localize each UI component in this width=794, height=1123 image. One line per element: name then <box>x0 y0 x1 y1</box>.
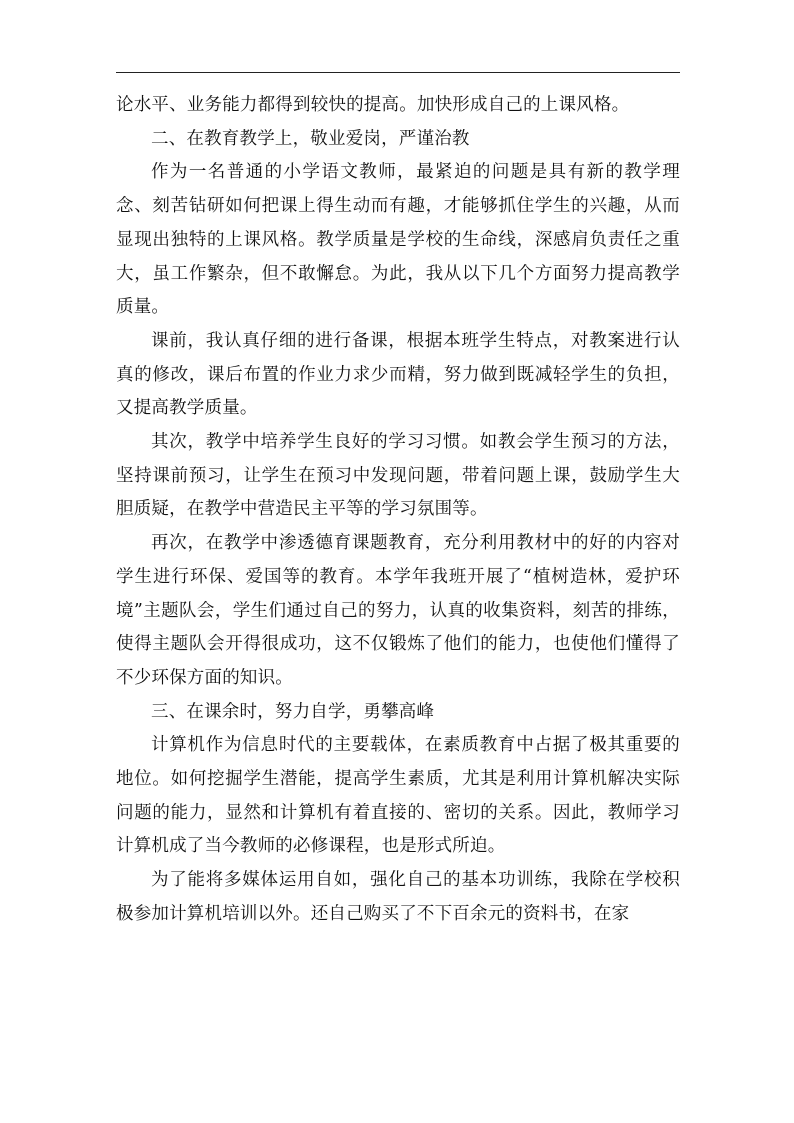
paragraph-computer-role: 计算机作为信息时代的主要载体，在素质教育中占据了极其重要的地位。如何挖掘学生潜能，提高学生素质，尤其是利用计算机解决实际问题的能力，显然和计算机有着直接的、密切的关系。因此，教师学习计算机成了当今教师的必修课程，也是形式所迫。 <box>116 735 680 857</box>
paragraph-continuation: 论水平、业务能力都得到较快的提高。加快形成自己的上课风格。 <box>116 95 630 115</box>
paragraph-moral-education: 再次，在教学中渗透德育课题教育，充分利用教材中的好的内容对学生进行环保、爱国等的教育。本学年我班开展了“植树造林，爱护环境”主题队会，学生们通过自己的努力，认真的收集资料，刻苦的排练，使得主题队会开得很成功，这不仅锻炼了他们的能力，也使他们懂得了不少环保方面的知识。 <box>116 533 680 688</box>
paragraph-teaching-philosophy: 作为一名普通的小学语文教师，最紧迫的问题是具有新的教学理念、刻苦钻研如何把课上得生动而有趣，才能够抓住学生的兴趣，从而显现出独特的上课风格。教学质量是学校的生命线，深感肩负责任之重大，虽工作繁杂，但不敢懈怠。为此，我从以下几个方面努力提高教学质量。 <box>116 162 680 318</box>
paragraph-study-habits: 其次，教学中培养学生良好的学习习惯。如教会学生预习的方法，坚持课前预习，让学生在预习中发现问题，带着问题上课，鼓励学生大胆质疑，在教学中营造民主平等的学习氛围等。 <box>116 432 680 520</box>
header-rule <box>116 72 680 73</box>
paragraph-multimedia-training: 为了能将多媒体运用自如，强化自己的基本功训练，我除在学校积极参加计算机培训以外。还自己购买了不下百余元的资料书，在家 <box>116 870 680 924</box>
document-body <box>116 89 680 932</box>
section-heading-three: 三、在课余时，努力自学，勇攀高峰 <box>151 701 435 722</box>
section-heading-two: 二、在教育教学上，敬业爱岗，严谨治教 <box>151 128 470 149</box>
paragraph-lesson-prep: 课前，我认真仔细的进行备课，根据本班学生特点，对教案进行认真的修改，课后布置的作业力求少而精，努力做到既减轻学生的负担，又提高教学质量。 <box>116 330 680 419</box>
